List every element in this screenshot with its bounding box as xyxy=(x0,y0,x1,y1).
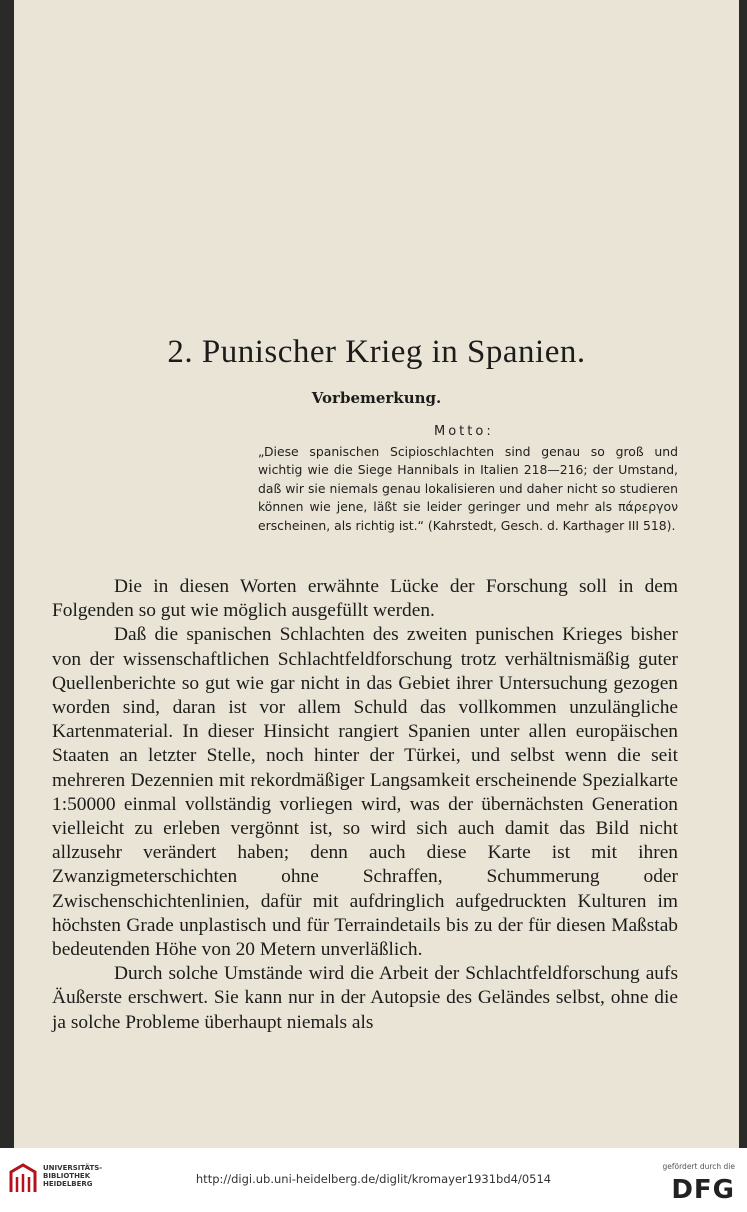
motto-label: Motto: xyxy=(434,424,494,439)
motto-quote: „Diese spanischen Scipioschlachten sind genau so groß und wichtig wie die Siege Hannibals in Italien 218—216; der Umstand, daß wir sie niemals genau lokalisieren und daher nicht so studieren können wie jene, läßt sie leider geringer und mehr als πάρεργον erscheinen, als richtig ist.“ (Kahrstedt, Gesch. d. Karthager III 518). xyxy=(258,444,678,533)
permalink-url[interactable]: http://digi.ub.uni-heidelberg.de/diglit/kromayer1931bd4/0514 xyxy=(195,1172,552,1186)
body-text xyxy=(52,575,678,1035)
library-name: UNIVERSITÄTS- BIBLIOTHEK HEIDELBERG xyxy=(43,1164,103,1188)
funding-caption: gefördert durch die xyxy=(662,1162,735,1171)
paragraph-1: Die in diesen Worten erwähnte Lücke der Forschung soll in dem Folgenden so gut wie möglich ausgefüllt werden. xyxy=(52,576,678,622)
paragraph-2: Daß die spanischen Schlachten des zweiten punischen Krieges bisher von der wissenschaftlichen Schlachtfeldforschung trotz verhältnismäßig guter Quellenberichte so gut wie gar nicht in das Gebiet ihrer Untersuchung gezogen worden sind, daran ist vor allem Schuld das vollkommen unzulängliche Kartenmaterial. In dieser Hinsicht rangiert Spanien unter allen europäischen Staaten an letzter Stelle, noch hinter der Türkei, und selbst wenn die seit mehreren Dezennien mit rekordmäßiger Langsamkeit erscheinende Spezialkarte 1:50000 einmal vollständig vorliegen wird, was der übernächsten Generation vielleicht zu erleben vergönnt ist, so wird sich auch damit das Bild nicht allzusehr verändert haben; denn auch diese Karte ist mit ihren Zwanzigmeterschichten ohne Schraffen, Schummerung oder Zwischenschichtenlinien, dafür mit aufdringlich aufgedruckten Kulturen im höchsten Grade unplastisch und für Terraindetails bis zu der für diesen Maßstab bedeutenden Höhe von 20 Metern unverläßlich. xyxy=(52,624,678,961)
scanned-page xyxy=(14,0,739,1148)
chapter-title: 2. Punischer Krieg in Spanien. xyxy=(167,334,586,370)
dfg-logo-icon[interactable]: DFG xyxy=(671,1175,735,1205)
footer-bar xyxy=(0,1148,747,1212)
paragraph-3: Durch solche Umstände wird die Arbeit der Schlachtfeldforschung aufs Äußerste erschwert. Sie kann nur in der Autopsie des Geländes selbst, ohne die ja solche Probleme überhaupt niemals als xyxy=(52,963,678,1033)
section-heading: Vorbemerkung. xyxy=(311,389,442,407)
